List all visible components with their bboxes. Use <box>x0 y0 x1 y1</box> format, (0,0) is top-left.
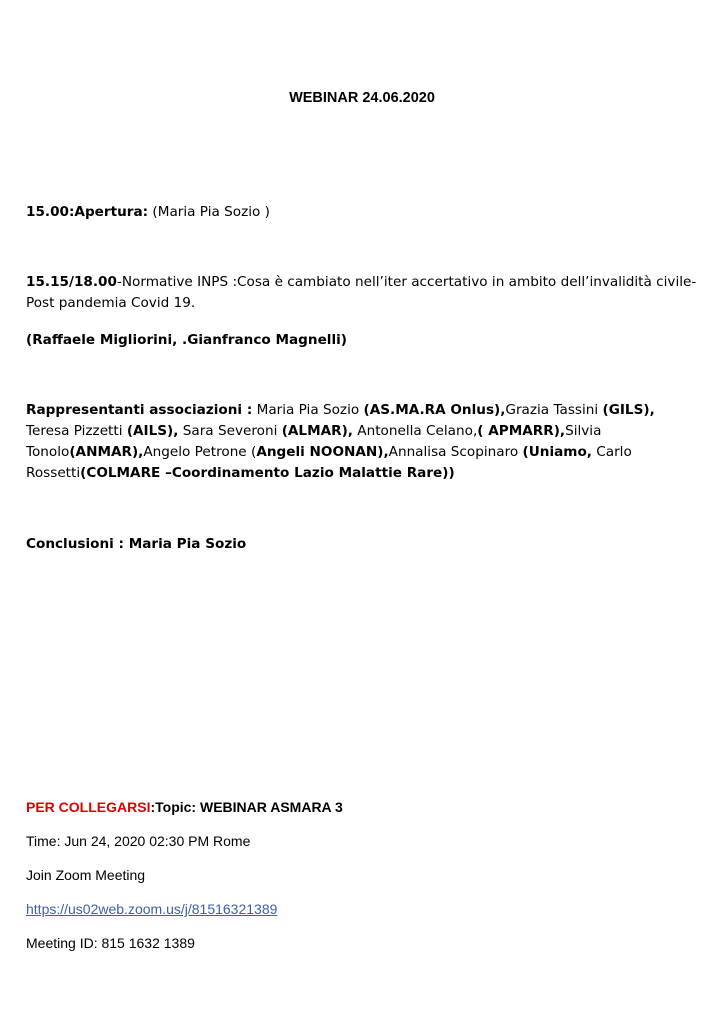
assoc-person: Silvia Tonolo <box>26 423 602 460</box>
assoc-org: (Uniamo, <box>522 444 592 460</box>
assoc-org: (AILS), <box>126 423 179 439</box>
assoc-person: Carlo Rossetti <box>26 444 632 481</box>
speakers-text: (Raffaele Migliorini, .Gianfranco Magnelli) <box>26 332 347 348</box>
page-title: WEBINAR 24.06.2020 <box>289 90 435 106</box>
assoc-person: Maria Pia Sozio <box>252 402 364 418</box>
opening-time: 15.00:Apertura: <box>26 204 149 220</box>
assoc-org: (GILS), <box>602 402 655 418</box>
conclusions-text: Conclusioni : Maria Pia Sozio <box>26 536 247 552</box>
session-paragraph <box>26 272 698 314</box>
zoom-time: Time: Jun 24, 2020 02:30 PM Rome <box>26 833 251 849</box>
associations-label: Rappresentanti associazioni : <box>26 402 253 418</box>
assoc-person: Annalisa Scopinaro <box>388 444 523 460</box>
associations-paragraph <box>26 400 698 484</box>
zoom-topic-line <box>26 797 698 818</box>
assoc-org: ( APMARR), <box>477 423 566 439</box>
assoc-person: Angelo Petrone ( <box>143 444 257 460</box>
assoc-org: (ANMAR), <box>69 444 144 460</box>
zoom-topic: :Topic: WEBINAR ASMARA 3 <box>150 799 343 815</box>
assoc-person: Antonella Celano, <box>352 423 478 439</box>
assoc-person: Grazia Tassini <box>505 402 603 418</box>
session-text: -Normative INPS :Cosa è cambiato nell’iter accertativo in ambito dell’invalidità civile-Post pandemia Covid 19. <box>26 274 697 311</box>
assoc-org: (AS.MA.RA Onlus), <box>363 402 506 418</box>
assoc-org: Angeli NOONAN), <box>256 444 389 460</box>
assoc-org: (ALMAR), <box>281 423 353 439</box>
zoom-link-line <box>26 899 698 920</box>
assoc-org: (COLMARE –Coordinamento Lazio Malattie Rare)) <box>80 465 455 481</box>
assoc-person: Teresa Pizzetti <box>26 423 127 439</box>
zoom-join-label: Join Zoom Meeting <box>26 867 146 883</box>
opening-line <box>26 202 698 223</box>
zoom-meeting-link[interactable]: https://us02web.zoom.us/j/81516321389 <box>26 901 278 917</box>
connect-label: PER COLLEGARSI <box>26 799 151 815</box>
conclusions-line <box>26 534 698 555</box>
opening-person: (Maria Pia Sozio ) <box>148 204 270 220</box>
assoc-person: Sara Severoni <box>178 423 282 439</box>
zoom-meeting-id: Meeting ID: 815 1632 1389 <box>26 935 195 951</box>
session-speakers <box>26 330 698 351</box>
session-time: 15.15/18.00 <box>26 274 117 290</box>
